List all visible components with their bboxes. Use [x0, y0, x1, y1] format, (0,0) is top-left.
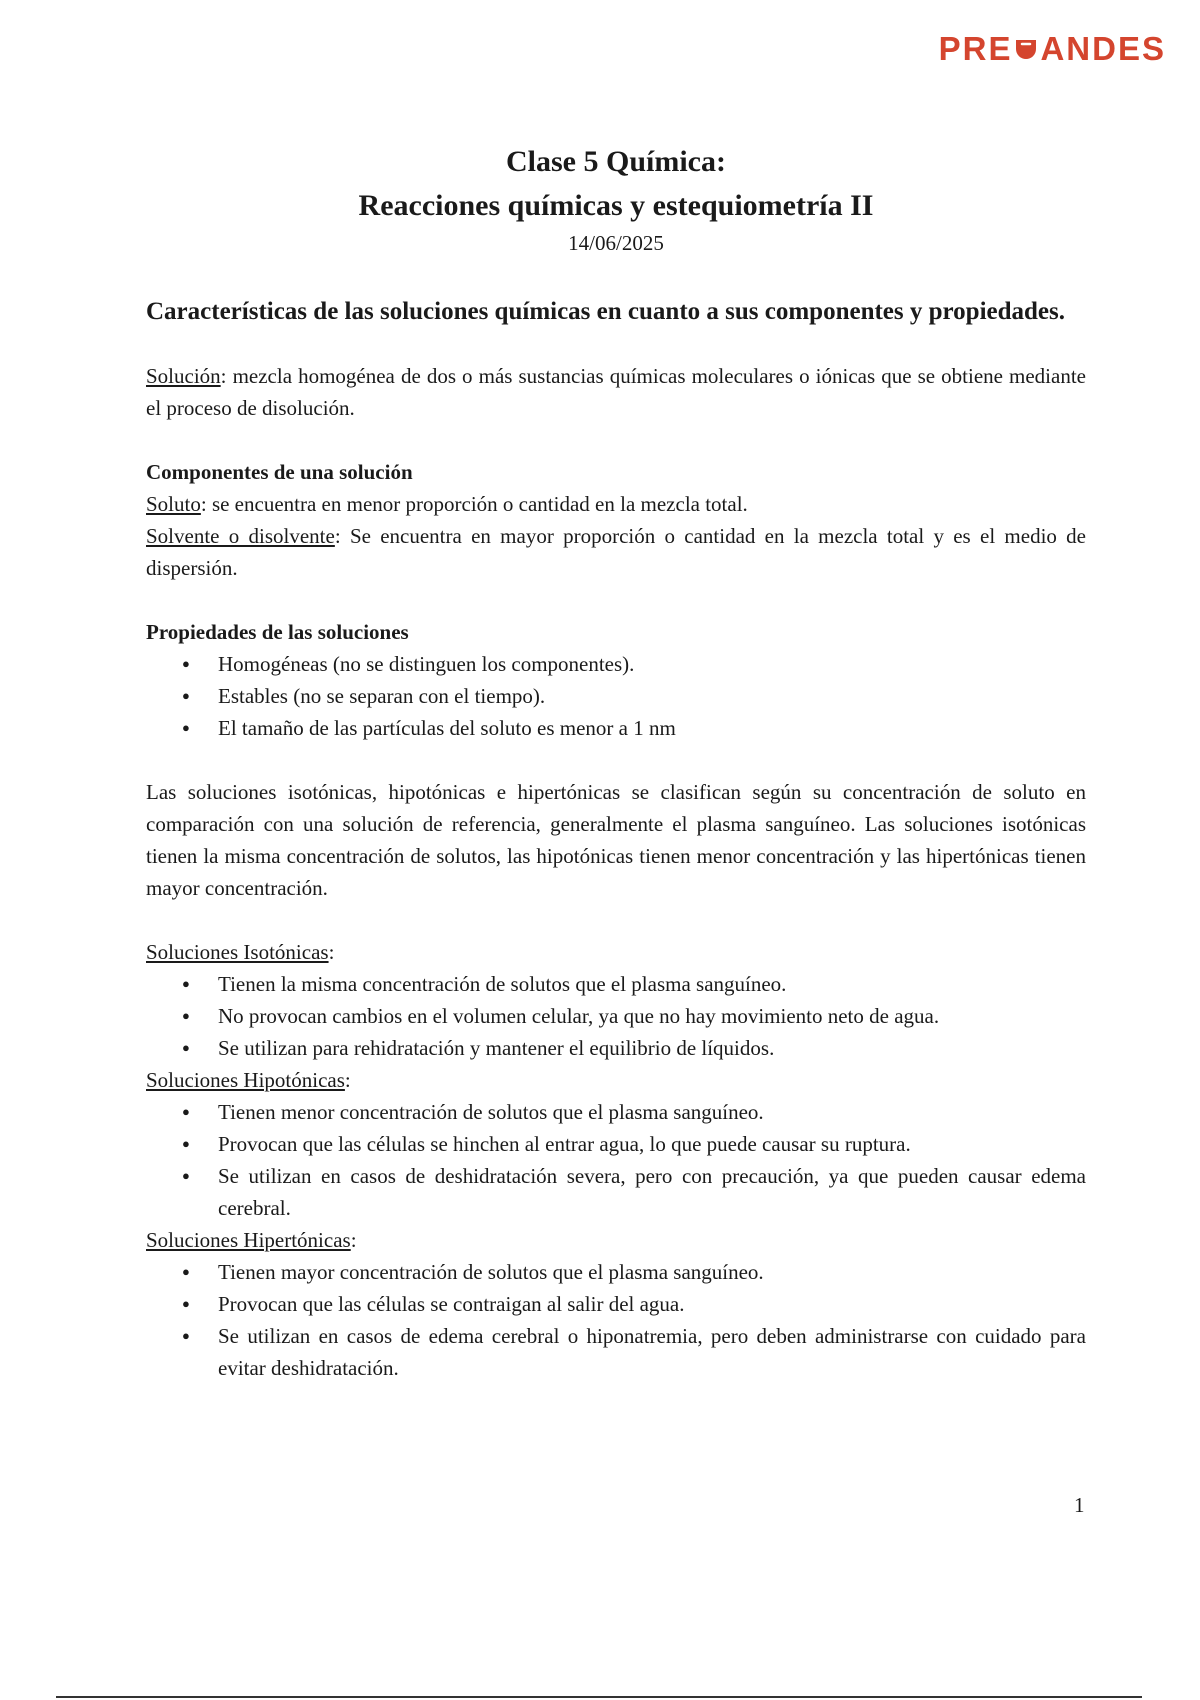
solvente-term: Solvente o disolvente	[146, 524, 335, 548]
list-item: ● Tienen menor concentración de solutos que el plasma sanguíneo.	[218, 1096, 1086, 1128]
soluto-term: Soluto	[146, 492, 201, 516]
isotonic-label: Soluciones Isotónicas	[146, 940, 329, 964]
list-item: ● Estables (no se separan con el tiempo).	[218, 680, 1086, 712]
hypotonic-list	[146, 1096, 1086, 1224]
page-title: Clase 5 Química:	[506, 145, 726, 178]
hypertonic-colon: :	[350, 1228, 357, 1252]
tonicity-paragraph: Las soluciones isotónicas, hipotónicas e hipertónicas se clasifican según su concentración de soluto en comparación con una solución de referencia, generalmente el plasma sanguíneo. Las soluciones isotónicas tienen la misma concentración de solutos, las hipotónicas tienen menor concentración y las hipertónicas tienen mayor concentración.	[146, 780, 1086, 900]
definition-term: Solución	[146, 364, 221, 388]
document-header	[146, 140, 1086, 258]
isotonic-colon: :	[328, 940, 335, 964]
section-heading: Características de las soluciones químicas en cuanto a sus componentes y propiedades.	[146, 298, 1066, 325]
list-item: ● Se utilizan para rehidratación y mantener el equilibrio de líquidos.	[218, 1032, 1086, 1064]
soluto-text: : se encuentra en menor proporción o cantidad en la mezcla total.	[200, 492, 748, 516]
logo-text-end: ANDES	[1040, 30, 1166, 67]
isotonic-list	[146, 968, 1086, 1064]
cup-icon	[1013, 36, 1039, 62]
properties-list	[146, 648, 1086, 744]
soluto-paragraph	[146, 488, 1086, 520]
list-item: ● Tienen la misma concentración de solutos que el plasma sanguíneo.	[218, 968, 1086, 1000]
definition-text: : mezcla homogénea de dos o más sustancias químicas moleculares o iónicas que se obtiene mediante el proceso de disolución.	[146, 364, 1086, 420]
hypertonic-label: Soluciones Hipertónicas	[146, 1228, 351, 1252]
list-item: ● El tamaño de las partículas del soluto es menor a 1 nm	[218, 712, 1086, 744]
list-item: ● Se utilizan en casos de deshidratación severa, pero con precaución, ya que pueden causar edema cerebral.	[218, 1160, 1086, 1224]
hypertonic-list	[146, 1256, 1086, 1384]
page-number: 1	[1074, 1493, 1085, 1517]
hypertonic-label-line	[146, 1224, 1086, 1256]
definition-paragraph	[146, 360, 1086, 424]
list-item: ● Provocan que las células se contraigan al salir del agua.	[218, 1288, 1086, 1320]
preandes-logo	[939, 30, 1166, 68]
properties-heading: Propiedades de las soluciones	[146, 620, 409, 644]
hypotonic-colon: :	[344, 1068, 351, 1092]
solvente-paragraph	[146, 520, 1086, 584]
document-page	[146, 140, 1086, 1384]
hypotonic-label: Soluciones Hipotónicas	[146, 1068, 345, 1092]
list-item: ● No provocan cambios en el volumen celular, ya que no hay movimiento neto de agua.	[218, 1000, 1086, 1032]
document-date: 14/06/2025	[568, 231, 664, 255]
components-heading: Componentes de una solución	[146, 460, 413, 484]
logo-text-start: PRE	[938, 30, 1013, 67]
list-item: ● Se utilizan en casos de edema cerebral o hiponatremia, pero deben administrarse con cuidado para evitar deshidratación.	[218, 1320, 1086, 1384]
hypotonic-label-line	[146, 1064, 1086, 1096]
solvente-text: : Se encuentra en mayor proporción o cantidad en la mezcla total y es el medio de dispersión.	[146, 524, 1086, 580]
list-item: ● Provocan que las células se hinchen al entrar agua, lo que puede causar su ruptura.	[218, 1128, 1086, 1160]
bottom-divider	[56, 1696, 1142, 1698]
page-subtitle: Reacciones químicas y estequiometría II	[358, 189, 874, 222]
list-item: ● Homogéneas (no se distinguen los componentes).	[218, 648, 1086, 680]
isotonic-label-line	[146, 936, 1086, 968]
list-item: ● Tienen mayor concentración de solutos que el plasma sanguíneo.	[218, 1256, 1086, 1288]
